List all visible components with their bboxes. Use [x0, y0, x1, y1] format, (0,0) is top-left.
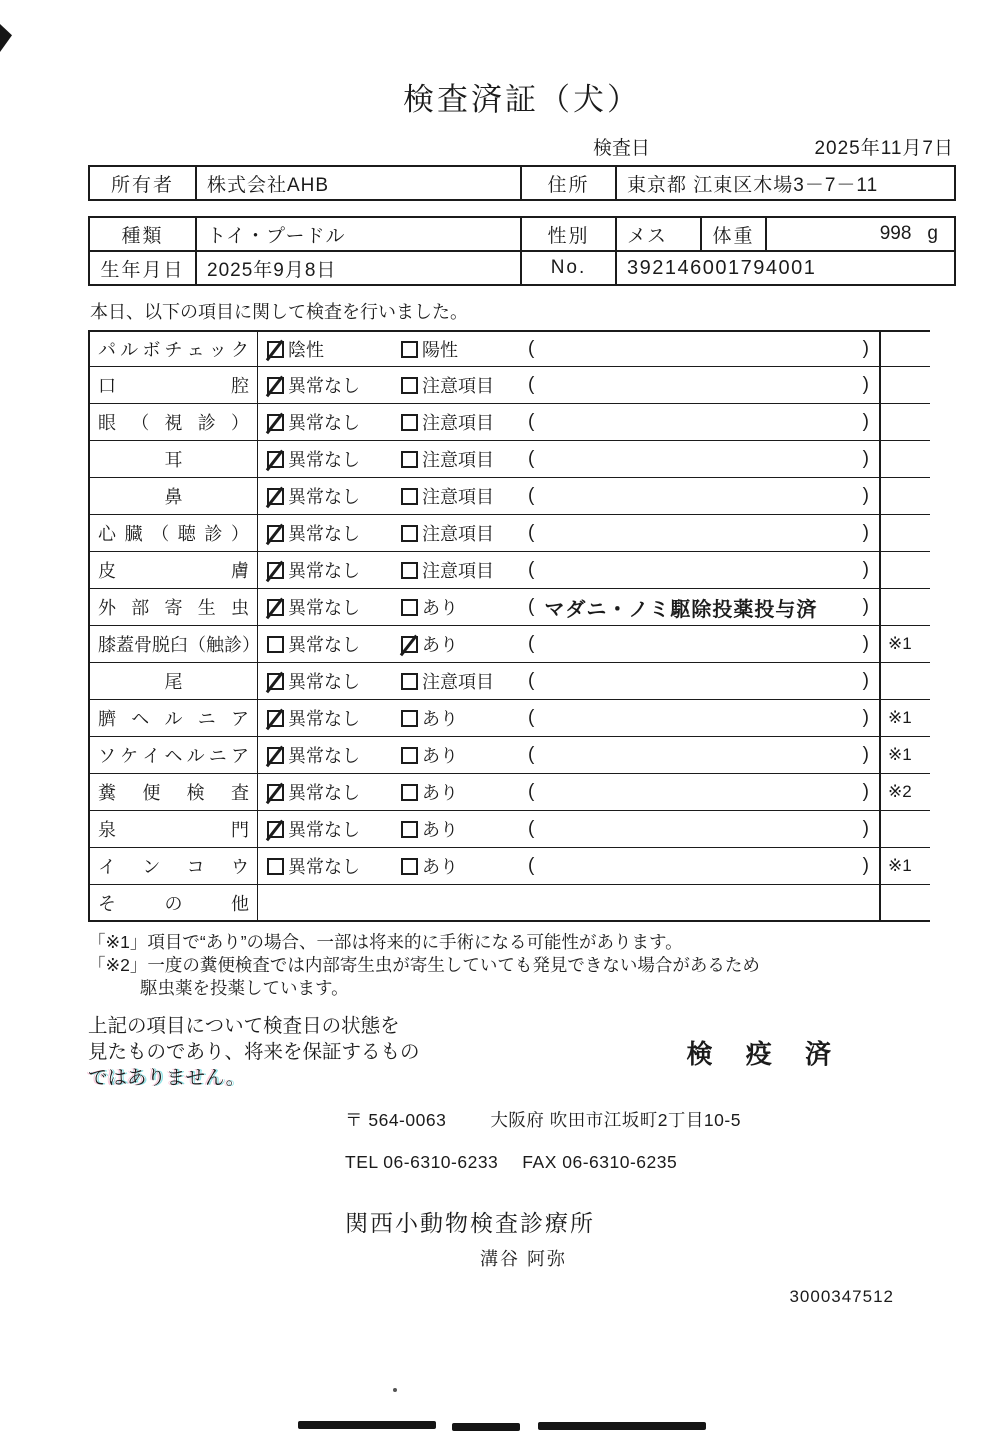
row-label: パ ル ボ チ ェ ッ ク [90, 332, 258, 366]
inspection-date-value: 2025年11月7日 [814, 138, 954, 159]
remarks-cell [522, 515, 881, 551]
option-label: 異常なし [288, 450, 360, 470]
empty-cell [258, 885, 881, 920]
checklist-row [88, 589, 930, 626]
option-label: あり [422, 820, 458, 840]
paren-open: ( [528, 855, 535, 876]
clinic-name: 関西小動物検査診療所 [345, 1210, 595, 1236]
checkbox-checked [267, 377, 284, 394]
checklist-row [88, 885, 930, 922]
checklist-table [88, 330, 930, 922]
footnote-2: 「※2」一度の糞便検査では内部寄生虫が寄生していても発見できない場合があるため [88, 955, 760, 975]
row-label: 口 腔 [90, 367, 258, 403]
row-mark [888, 441, 930, 477]
checkbox-unchecked [401, 747, 418, 764]
option-label: 注意項目 [422, 487, 494, 507]
checkbox-unchecked [401, 710, 418, 727]
remarks-cell [522, 404, 881, 440]
checklist-row [88, 441, 930, 478]
weight-value-cell [767, 218, 956, 252]
paren-close: ) [862, 855, 869, 876]
option-label: あり [422, 598, 458, 618]
checkbox-unchecked [401, 451, 418, 468]
remarks-cell [522, 848, 881, 884]
option-label: 異常なし [288, 561, 360, 581]
row-mark: ※2 [888, 782, 912, 801]
option1 [258, 478, 392, 514]
paren-close: ) [862, 448, 869, 469]
disclaimer-line-1: 上記の項目について検査日の状態を [88, 1015, 400, 1037]
row-mark [888, 478, 930, 514]
option2 [392, 478, 522, 514]
remarks-cell [522, 552, 881, 588]
option1 [258, 404, 392, 440]
disclaimer-line-2: 見たものであり、将来を保証するもの [88, 1041, 420, 1063]
checkbox-checked [267, 710, 284, 727]
option2 [392, 700, 522, 736]
address-label: 住所 [522, 167, 617, 201]
footnote-2-continued: 駆虫薬を投薬しています。 [140, 978, 349, 998]
clinic-address-line [345, 1107, 956, 1132]
paren-open: ( [528, 374, 535, 395]
owner-table [88, 165, 956, 201]
checkbox-unchecked [401, 858, 418, 875]
option2 [392, 589, 522, 625]
row-mark [888, 515, 930, 551]
animal-info-table [88, 216, 956, 286]
option-label: 陰性 [288, 340, 324, 360]
disclaimer-text [88, 1013, 420, 1091]
clinic-fax: FAX 06-6310-6235 [522, 1152, 678, 1172]
checkbox-unchecked [401, 821, 418, 838]
paren-close: ) [862, 707, 869, 728]
checkbox-unchecked [267, 636, 284, 653]
row-label: ソ ケ イ ヘ ル ニ ア [90, 737, 258, 773]
weight-label: 体重 [702, 218, 767, 252]
paren-open: ( [528, 559, 535, 580]
paren-close: ) [862, 781, 869, 802]
paren-close: ) [862, 559, 869, 580]
option-label: 異常なし [288, 857, 360, 877]
option-label: あり [422, 857, 458, 877]
option2 [392, 626, 522, 662]
row-label: イ ン コ ウ [90, 848, 258, 884]
checkbox-checked [267, 341, 284, 358]
option-label: 異常なし [288, 524, 360, 544]
row-label: 糞 便 検 査 [90, 774, 258, 810]
option-label: 注意項目 [422, 672, 494, 692]
row-label: 皮 膚 [90, 552, 258, 588]
breed-label: 種類 [90, 218, 197, 252]
paren-open: ( [528, 596, 535, 617]
paren-open: ( [528, 448, 535, 469]
checkbox-checked [267, 821, 284, 838]
option1 [258, 441, 392, 477]
paren-close: ) [862, 522, 869, 543]
remarks-cell [522, 589, 881, 625]
checkbox-unchecked [401, 673, 418, 690]
paren-close: ) [862, 670, 869, 691]
sex-value: メス [617, 218, 702, 252]
option2 [392, 663, 522, 699]
option2 [392, 367, 522, 403]
option2 [392, 552, 522, 588]
clinic-phone-line [345, 1152, 956, 1173]
checkbox-unchecked [401, 341, 418, 358]
row-label: 膝 蓋 骨 脱 臼 （ 触 診 ） [90, 626, 258, 662]
certificate-content [88, 74, 956, 1307]
row-label: そ の 他 [90, 885, 258, 920]
option1 [258, 737, 392, 773]
option-label: 陽性 [422, 340, 458, 360]
option2 [392, 441, 522, 477]
paren-open: ( [528, 744, 535, 765]
option-label: あり [422, 746, 458, 766]
option1 [258, 811, 392, 847]
row-label: 尾 [90, 663, 258, 699]
option-label: 異常なし [288, 635, 360, 655]
checklist-row [88, 367, 930, 404]
paren-open: ( [528, 633, 535, 654]
remarks-cell [522, 478, 881, 514]
option1 [258, 552, 392, 588]
checkbox-unchecked [401, 488, 418, 505]
remarks-cell [522, 441, 881, 477]
checklist-row [88, 478, 930, 515]
clinic-tel: TEL 06-6310-6233 [345, 1152, 499, 1172]
option1 [258, 332, 392, 366]
paren-open: ( [528, 485, 535, 506]
checklist-row [88, 552, 930, 589]
checklist-row [88, 330, 930, 367]
option1 [258, 663, 392, 699]
paren-close: ) [862, 338, 869, 359]
checklist-row [88, 737, 930, 774]
paren-close: ) [862, 596, 869, 617]
document-code: 3000347512 [789, 1287, 894, 1306]
owner-value: 株式会社AHB [197, 167, 522, 201]
option-label: 注意項目 [422, 376, 494, 396]
row-label: 耳 [90, 441, 258, 477]
remarks-cell [522, 332, 881, 366]
checklist-row [88, 515, 930, 552]
paren-close: ) [862, 374, 869, 395]
checkbox-checked [267, 525, 284, 542]
option1 [258, 626, 392, 662]
weight-unit: g [927, 223, 938, 244]
clinic-postal-code: 〒 564-0063 [345, 1110, 447, 1130]
option2 [392, 515, 522, 551]
certificate-no-label: No. [522, 252, 617, 286]
checkbox-checked [267, 414, 284, 431]
row-mark [888, 367, 930, 403]
paren-open: ( [528, 411, 535, 432]
intro-text: 本日、以下の項目に関して検査を行いました。 [90, 302, 468, 322]
row-mark [888, 811, 930, 847]
remarks-cell [522, 626, 881, 662]
checkbox-unchecked [401, 562, 418, 579]
checkbox-checked [267, 562, 284, 579]
checkbox-checked [267, 747, 284, 764]
checklist-row [88, 811, 930, 848]
checklist-row [88, 774, 930, 811]
option-label: 注意項目 [422, 413, 494, 433]
checkbox-unchecked [401, 377, 418, 394]
option-label: 異常なし [288, 376, 360, 396]
remarks-cell [522, 737, 881, 773]
option2 [392, 848, 522, 884]
row-label: 鼻 [90, 478, 258, 514]
paren-open: ( [528, 522, 535, 543]
row-label: 心 臓 （ 聴 診 ） [90, 515, 258, 551]
scan-artifact-dot [393, 1388, 397, 1392]
row-mark [888, 404, 930, 440]
checklist-row [88, 663, 930, 700]
row-mark [888, 885, 930, 920]
remarks-cell [522, 774, 881, 810]
checkbox-checked [267, 599, 284, 616]
option-label: あり [422, 709, 458, 729]
row-mark [888, 663, 930, 699]
row-mark [888, 552, 930, 588]
row-label: 眼 （ 視 診 ） [90, 404, 258, 440]
certificate-no-value: 392146001794001 [617, 252, 956, 286]
paren-close: ) [862, 411, 869, 432]
birthdate-value: 2025年9月8日 [197, 252, 522, 286]
page-title: 検査済証（犬） [403, 82, 641, 117]
row-label: 泉 門 [90, 811, 258, 847]
inspection-date-row [88, 133, 956, 159]
scan-artifact-bottom-1 [298, 1421, 436, 1429]
option2 [392, 811, 522, 847]
address-value: 東京都 江東区木場3－7－11 [617, 167, 956, 201]
footnote-1: 「※1」項目で“あり”の場合、一部は将来的に手術になる可能性があります。 [88, 932, 683, 952]
paren-open: ( [528, 818, 535, 839]
row-mark: ※1 [888, 634, 912, 653]
checkbox-checked [267, 488, 284, 505]
remarks-cell [522, 811, 881, 847]
row-mark [888, 589, 930, 625]
checkbox-checked [401, 636, 418, 653]
inspection-date-label: 検査日 [593, 138, 651, 159]
option1 [258, 589, 392, 625]
paren-close: ) [862, 818, 869, 839]
breed-value: トイ・プードル [197, 218, 522, 252]
scan-artifact-bottom-2 [452, 1423, 520, 1431]
option2 [392, 332, 522, 366]
scan-artifact-bottom-3 [538, 1422, 706, 1430]
checkbox-checked [267, 451, 284, 468]
option-label: 異常なし [288, 709, 360, 729]
clinic-address: 大阪府 吹田市江坂町2丁目10-5 [490, 1110, 741, 1130]
remarks-cell [522, 700, 881, 736]
remarks-cell [522, 367, 881, 403]
owner-label: 所有者 [90, 167, 197, 201]
option-label: 注意項目 [422, 524, 494, 544]
option-label: 異常なし [288, 783, 360, 803]
option-label: 異常なし [288, 820, 360, 840]
option2 [392, 737, 522, 773]
checkbox-unchecked [401, 525, 418, 542]
option-label: あり [422, 783, 458, 803]
checkbox-unchecked [401, 414, 418, 431]
checklist-row [88, 848, 930, 885]
option1 [258, 367, 392, 403]
row-mark: ※1 [888, 856, 912, 875]
row-note: マダニ・ノミ駆除投薬投与済 [544, 598, 818, 621]
option-label: 異常なし [288, 598, 360, 618]
checkbox-unchecked [267, 858, 284, 875]
checkbox-checked [267, 673, 284, 690]
option1 [258, 848, 392, 884]
row-mark: ※1 [888, 708, 912, 727]
clinic-representative: 溝谷 阿弥 [480, 1249, 568, 1269]
option-label: 異常なし [288, 413, 360, 433]
option-label: 異常なし [288, 672, 360, 692]
option1 [258, 700, 392, 736]
checkbox-unchecked [401, 784, 418, 801]
paren-close: ) [862, 633, 869, 654]
paren-close: ) [862, 744, 869, 765]
remarks-cell [522, 663, 881, 699]
option-label: あり [422, 635, 458, 655]
option1 [258, 774, 392, 810]
scan-artifact-corner [0, 24, 12, 52]
checkbox-unchecked [401, 599, 418, 616]
row-mark [888, 332, 930, 366]
checklist-row [88, 700, 930, 737]
option1 [258, 515, 392, 551]
footnotes [88, 931, 956, 1000]
quarantine-stamp: 検 疫 済 [686, 1038, 844, 1069]
option-label: 異常なし [288, 487, 360, 507]
paren-close: ) [862, 485, 869, 506]
paren-open: ( [528, 670, 535, 691]
option2 [392, 774, 522, 810]
option-label: 異常なし [288, 746, 360, 766]
paren-open: ( [528, 338, 535, 359]
disclaimer-and-stamp-row [88, 1013, 956, 1091]
checkbox-checked [267, 784, 284, 801]
weight-value: 998 [879, 223, 912, 244]
paren-open: ( [528, 781, 535, 802]
checklist-row [88, 626, 930, 663]
sex-label: 性別 [522, 218, 617, 252]
row-label: 臍 ヘ ル ニ ア [90, 700, 258, 736]
row-label: 外 部 寄 生 虫 [90, 589, 258, 625]
checklist-row [88, 404, 930, 441]
option-label: 注意項目 [422, 450, 494, 470]
row-mark: ※1 [888, 745, 912, 764]
option-label: 注意項目 [422, 561, 494, 581]
birthdate-label: 生年月日 [90, 252, 197, 286]
paren-open: ( [528, 707, 535, 728]
option2 [392, 404, 522, 440]
disclaimer-line-3: ではありません。 [88, 1067, 246, 1089]
